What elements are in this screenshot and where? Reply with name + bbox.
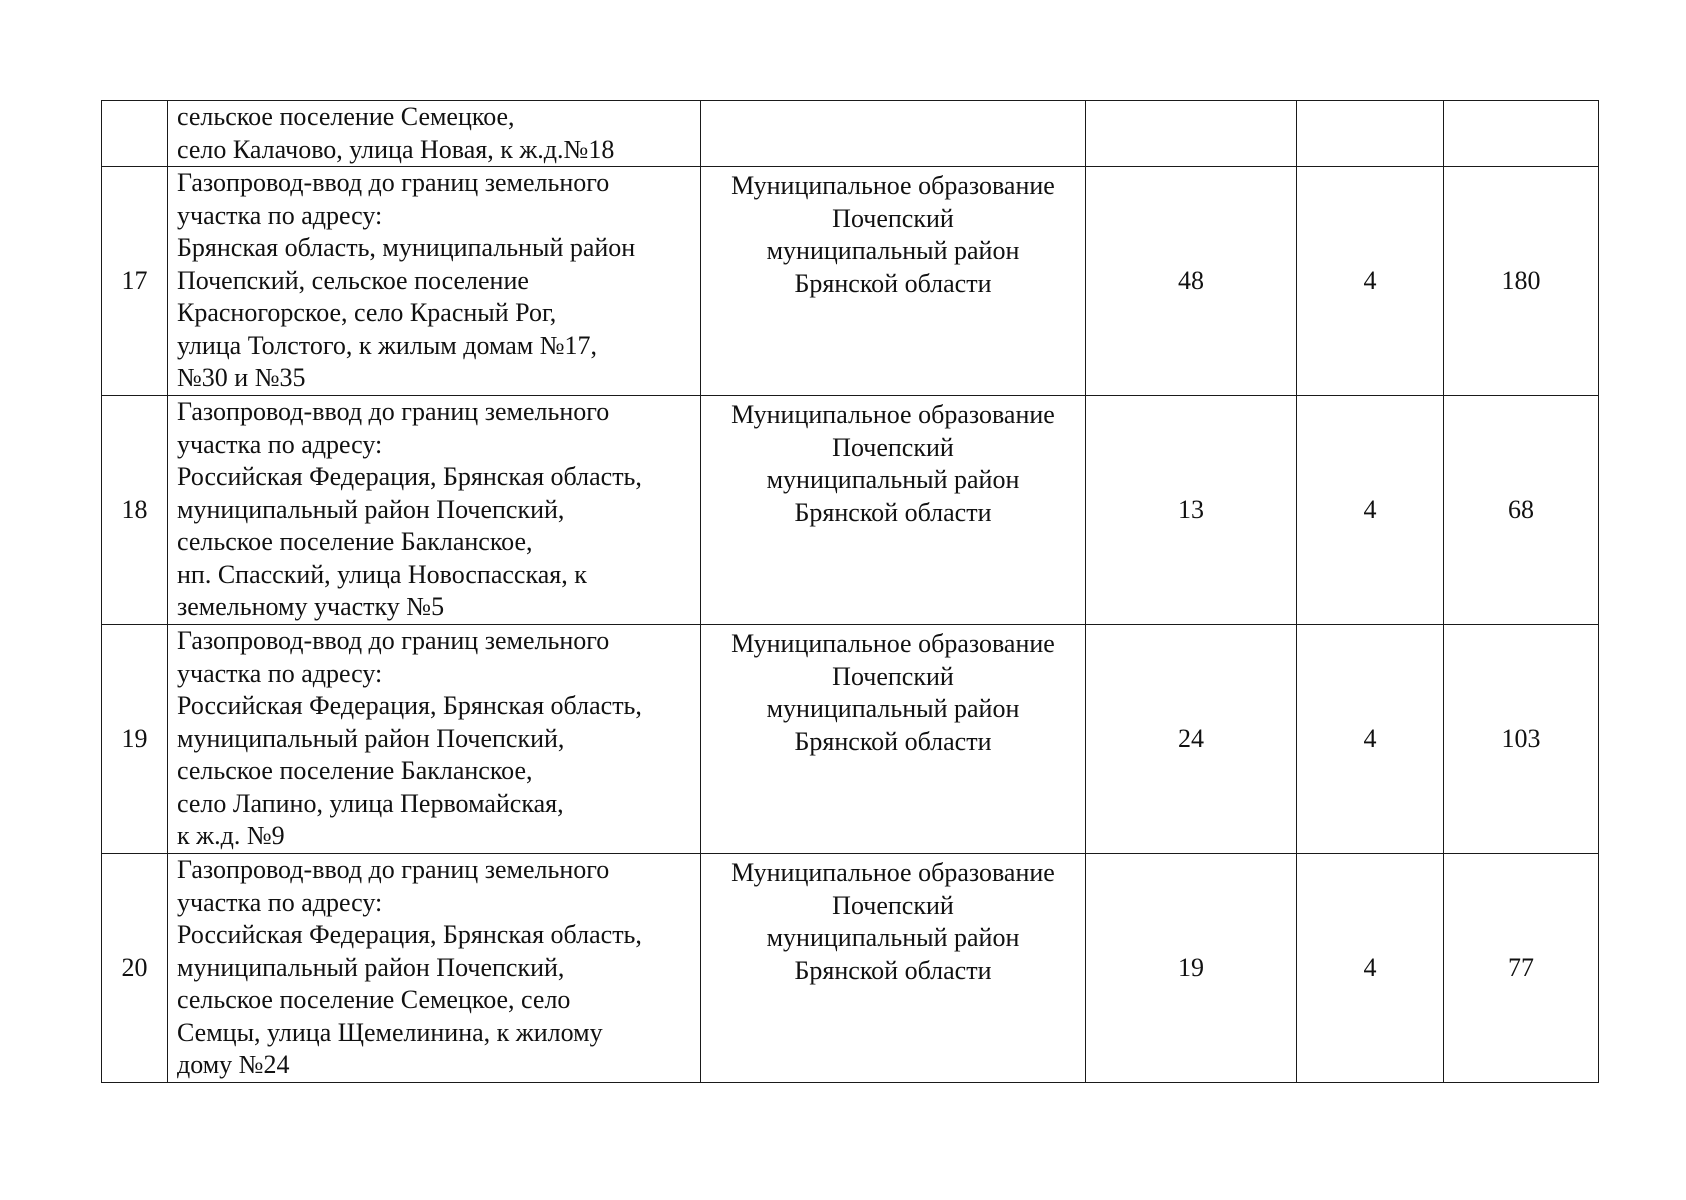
owner-line: Муниципальное образование	[731, 629, 1055, 658]
object-description-cell	[168, 625, 701, 854]
object-line: сельское поселение Бакланское,	[177, 756, 533, 785]
owner-cell	[701, 101, 1086, 167]
length-cell: 48	[1086, 167, 1297, 396]
object-line: Газопровод-ввод до границ земельного	[177, 168, 610, 197]
cost-cell: 103	[1444, 625, 1599, 854]
object-line: Газопровод-ввод до границ земельного	[177, 626, 610, 655]
length-cell: 19	[1086, 854, 1297, 1083]
gas-pipeline-table	[101, 100, 1599, 1083]
row-number-cell	[102, 101, 168, 167]
object-line: сельское поселение Бакланское,	[177, 527, 533, 556]
object-line: нп. Спасский, улица Новоспасская, к	[177, 559, 587, 589]
object-description-cell	[168, 854, 701, 1083]
object-line: №30 и №35	[177, 363, 306, 392]
table-row	[102, 396, 1599, 625]
owner-cell	[701, 167, 1086, 396]
owner-line: муниципальный район	[766, 465, 1020, 494]
owner-line: муниципальный район	[766, 923, 1020, 952]
table-row	[102, 167, 1599, 396]
length-cell	[1086, 101, 1297, 167]
object-line: земельному участку №5	[177, 592, 445, 621]
owner-line: Муниципальное образование	[731, 171, 1055, 200]
object-line: Почепский, сельское поселение	[177, 265, 529, 295]
object-line: село Лапино, улица Первомайская,	[177, 788, 564, 818]
table-row	[102, 625, 1599, 854]
owner-line: Брянской области	[794, 497, 992, 527]
owner-cell	[701, 625, 1086, 854]
object-line: участка по адресу:	[177, 429, 383, 459]
owner-line: муниципальный район	[766, 694, 1020, 723]
table-row-continuation	[102, 101, 1599, 167]
object-line: улица Толстого, к жилым домам №17,	[177, 330, 598, 360]
length-cell: 24	[1086, 625, 1297, 854]
object-line: Красногорское, село Красный Рог,	[177, 298, 557, 327]
object-line: дому №24	[177, 1050, 290, 1079]
object-line: муниципальный район Почепский,	[177, 952, 565, 982]
diameter-cell: 4	[1297, 167, 1444, 396]
object-description-cell	[168, 167, 701, 396]
owner-line: муниципальный район	[766, 236, 1020, 265]
object-line: участка по адресу:	[177, 658, 383, 688]
object-line: к ж.д. №9	[177, 821, 285, 850]
row-number-cell: 18	[102, 396, 168, 625]
object-line: Газопровод-ввод до границ земельного	[177, 397, 610, 426]
diameter-cell: 4	[1297, 854, 1444, 1083]
object-line: Российская Федерация, Брянская область,	[177, 462, 642, 491]
owner-line: Брянской области	[794, 726, 992, 756]
object-line: участка по адресу:	[177, 200, 383, 230]
diameter-cell: 4	[1297, 396, 1444, 625]
cost-cell: 68	[1444, 396, 1599, 625]
diameter-cell: 4	[1297, 625, 1444, 854]
object-line: село Калачово, улица Новая, к ж.д.№18	[177, 134, 615, 164]
object-line: участка по адресу:	[177, 887, 383, 917]
owner-line: Почепский	[832, 432, 954, 462]
cost-cell: 180	[1444, 167, 1599, 396]
row-number-cell: 20	[102, 854, 168, 1083]
owner-line: Почепский	[832, 890, 954, 920]
diameter-cell	[1297, 101, 1444, 167]
object-description-cell	[168, 396, 701, 625]
owner-line: Почепский	[832, 661, 954, 691]
object-line: сельское поселение Семецкое,	[177, 102, 515, 131]
owner-cell	[701, 854, 1086, 1083]
cost-cell: 77	[1444, 854, 1599, 1083]
owner-line: Брянской области	[794, 268, 992, 298]
object-line: сельское поселение Семецкое, село	[177, 985, 571, 1014]
owner-cell	[701, 396, 1086, 625]
owner-line: Муниципальное образование	[731, 858, 1055, 887]
object-line: Российская Федерация, Брянская область,	[177, 691, 642, 720]
owner-line: Муниципальное образование	[731, 400, 1055, 429]
object-line: Газопровод-ввод до границ земельного	[177, 855, 610, 884]
table-row	[102, 854, 1599, 1083]
object-line: Семцы, улица Щемелинина, к жилому	[177, 1017, 603, 1047]
object-line: Российская Федерация, Брянская область,	[177, 920, 642, 949]
row-number-cell: 17	[102, 167, 168, 396]
cost-cell	[1444, 101, 1599, 167]
object-description-cell	[168, 101, 701, 167]
object-line: Брянская область, муниципальный район	[177, 233, 636, 262]
owner-line: Брянской области	[794, 955, 992, 985]
length-cell: 13	[1086, 396, 1297, 625]
object-line: муниципальный район Почепский,	[177, 723, 565, 753]
row-number-cell: 19	[102, 625, 168, 854]
owner-line: Почепский	[832, 203, 954, 233]
object-line: муниципальный район Почепский,	[177, 494, 565, 524]
